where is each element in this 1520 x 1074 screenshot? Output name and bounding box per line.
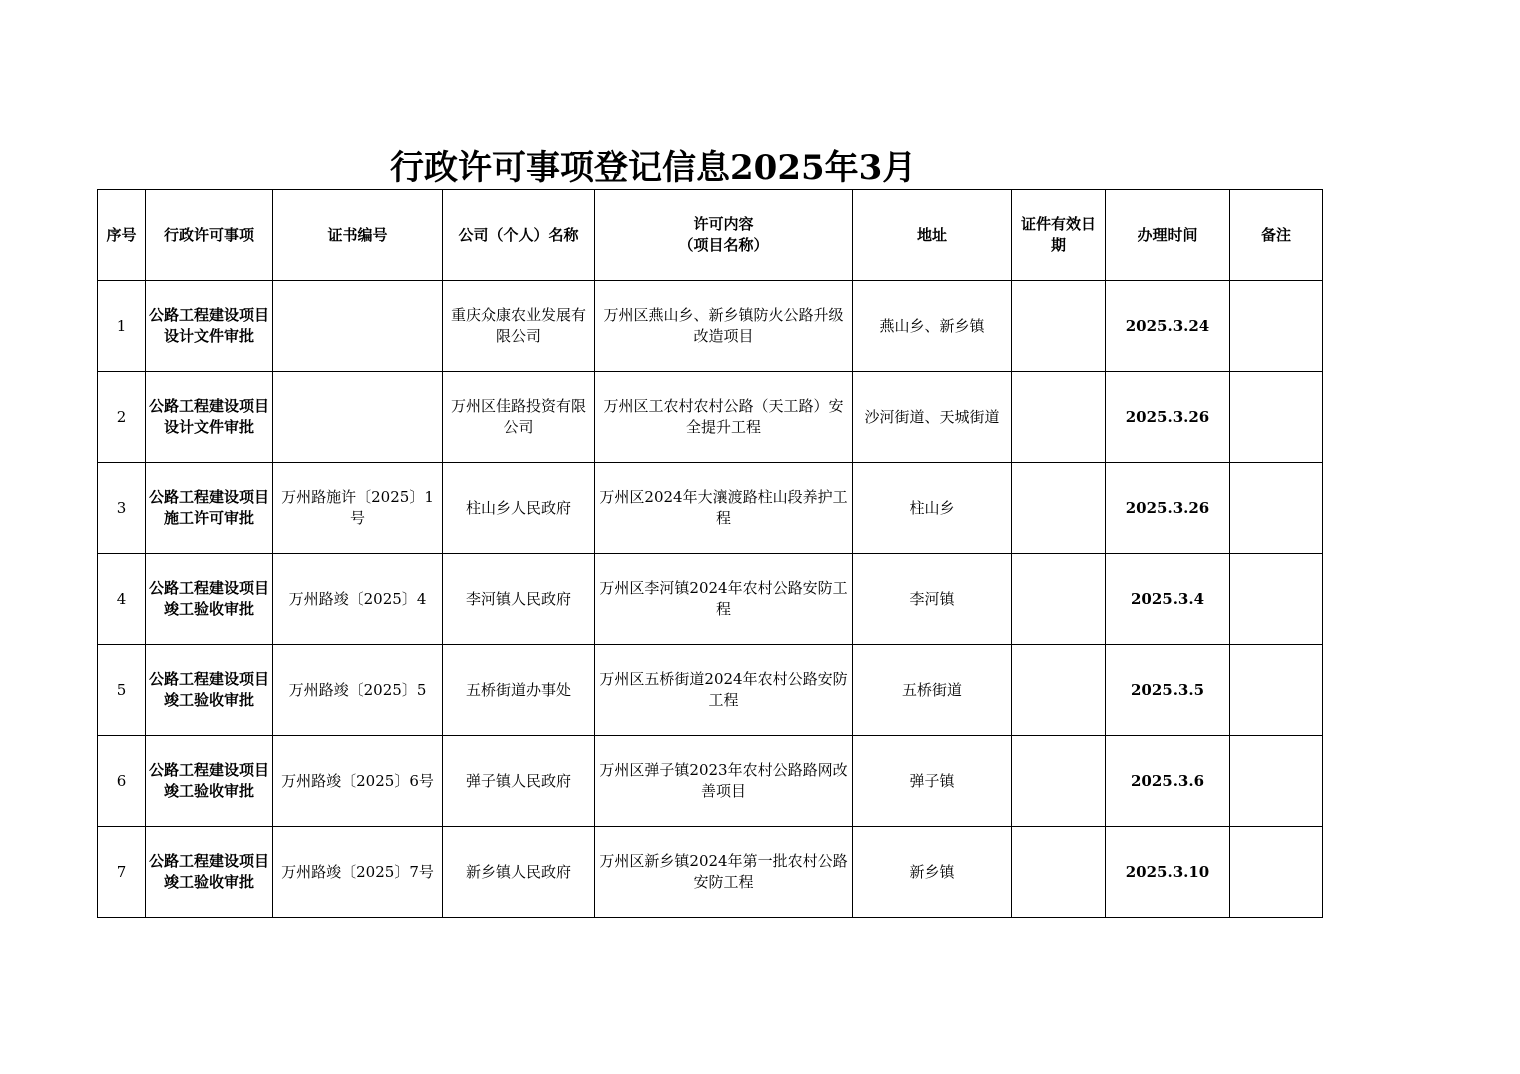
cell-content: 万州区李河镇2024年农村公路安防工程 [595, 554, 853, 645]
cell-remark [1230, 554, 1323, 645]
header-company: 公司（个人）名称 [443, 190, 595, 281]
cell-cert-no: 万州路竣〔2025〕5 [273, 645, 443, 736]
cell-remark [1230, 736, 1323, 827]
cell-company: 新乡镇人民政府 [443, 827, 595, 918]
header-remark: 备注 [1230, 190, 1323, 281]
cell-validity [1012, 372, 1106, 463]
cell-item: 公路工程建设项目竣工验收审批 [146, 736, 273, 827]
cell-remark [1230, 372, 1323, 463]
cell-remark [1230, 827, 1323, 918]
table-row [98, 827, 1323, 918]
cell-date: 2025.3.10 [1106, 827, 1230, 918]
cell-validity [1012, 554, 1106, 645]
header-content: 许可内容 （项目名称） [595, 190, 853, 281]
header-cert-no: 证书编号 [273, 190, 443, 281]
cell-company: 五桥街道办事处 [443, 645, 595, 736]
table-row [98, 645, 1323, 736]
cell-date: 2025.3.24 [1106, 281, 1230, 372]
cell-address: 柱山乡 [853, 463, 1012, 554]
cell-cert-no: 万州路施许〔2025〕1号 [273, 463, 443, 554]
cell-content: 万州区弹子镇2023年农村公路路网改善项目 [595, 736, 853, 827]
registry-table [97, 189, 1323, 918]
cell-cert-no: 万州路竣〔2025〕6号 [273, 736, 443, 827]
cell-validity [1012, 827, 1106, 918]
header-address: 地址 [853, 190, 1012, 281]
cell-item: 公路工程建设项目竣工验收审批 [146, 827, 273, 918]
cell-validity [1012, 736, 1106, 827]
cell-index: 1 [98, 281, 146, 372]
cell-index: 5 [98, 645, 146, 736]
cell-item: 公路工程建设项目设计文件审批 [146, 281, 273, 372]
cell-company: 重庆众康农业发展有限公司 [443, 281, 595, 372]
table-row [98, 372, 1323, 463]
cell-cert-no: 万州路竣〔2025〕7号 [273, 827, 443, 918]
page-title: 行政许可事项登记信息2025年3月 [390, 148, 917, 188]
header-validity: 证件有效日期 [1012, 190, 1106, 281]
cell-date: 2025.3.26 [1106, 372, 1230, 463]
header-date: 办理时间 [1106, 190, 1230, 281]
cell-address: 燕山乡、新乡镇 [853, 281, 1012, 372]
cell-address: 沙河街道、天城街道 [853, 372, 1012, 463]
cell-address: 五桥街道 [853, 645, 1012, 736]
cell-validity [1012, 463, 1106, 554]
cell-index: 3 [98, 463, 146, 554]
cell-content: 万州区新乡镇2024年第一批农村公路安防工程 [595, 827, 853, 918]
cell-index: 2 [98, 372, 146, 463]
cell-cert-no: 万州路竣〔2025〕4 [273, 554, 443, 645]
header-item: 行政许可事项 [146, 190, 273, 281]
cell-content: 万州区五桥街道2024年农村公路安防工程 [595, 645, 853, 736]
cell-company: 柱山乡人民政府 [443, 463, 595, 554]
cell-validity [1012, 281, 1106, 372]
cell-index: 4 [98, 554, 146, 645]
cell-company: 弹子镇人民政府 [443, 736, 595, 827]
table-row [98, 736, 1323, 827]
cell-date: 2025.3.4 [1106, 554, 1230, 645]
cell-index: 6 [98, 736, 146, 827]
cell-remark [1230, 645, 1323, 736]
cell-date: 2025.3.5 [1106, 645, 1230, 736]
cell-cert-no [273, 281, 443, 372]
cell-company: 万州区佳路投资有限公司 [443, 372, 595, 463]
cell-address: 弹子镇 [853, 736, 1012, 827]
cell-validity [1012, 645, 1106, 736]
cell-company: 李河镇人民政府 [443, 554, 595, 645]
cell-item: 公路工程建设项目施工许可审批 [146, 463, 273, 554]
header-row [98, 190, 1323, 281]
cell-address: 新乡镇 [853, 827, 1012, 918]
cell-cert-no [273, 372, 443, 463]
table-row [98, 463, 1323, 554]
cell-item: 公路工程建设项目竣工验收审批 [146, 645, 273, 736]
cell-date: 2025.3.26 [1106, 463, 1230, 554]
cell-item: 公路工程建设项目设计文件审批 [146, 372, 273, 463]
cell-item: 公路工程建设项目竣工验收审批 [146, 554, 273, 645]
table-row [98, 281, 1323, 372]
cell-index: 7 [98, 827, 146, 918]
cell-content: 万州区工农村农村公路（天工路）安全提升工程 [595, 372, 853, 463]
cell-content: 万州区燕山乡、新乡镇防火公路升级改造项目 [595, 281, 853, 372]
cell-date: 2025.3.6 [1106, 736, 1230, 827]
cell-remark [1230, 463, 1323, 554]
table-row [98, 554, 1323, 645]
cell-address: 李河镇 [853, 554, 1012, 645]
cell-remark [1230, 281, 1323, 372]
cell-content: 万州区2024年大瀼渡路柱山段养护工程 [595, 463, 853, 554]
header-index: 序号 [98, 190, 146, 281]
